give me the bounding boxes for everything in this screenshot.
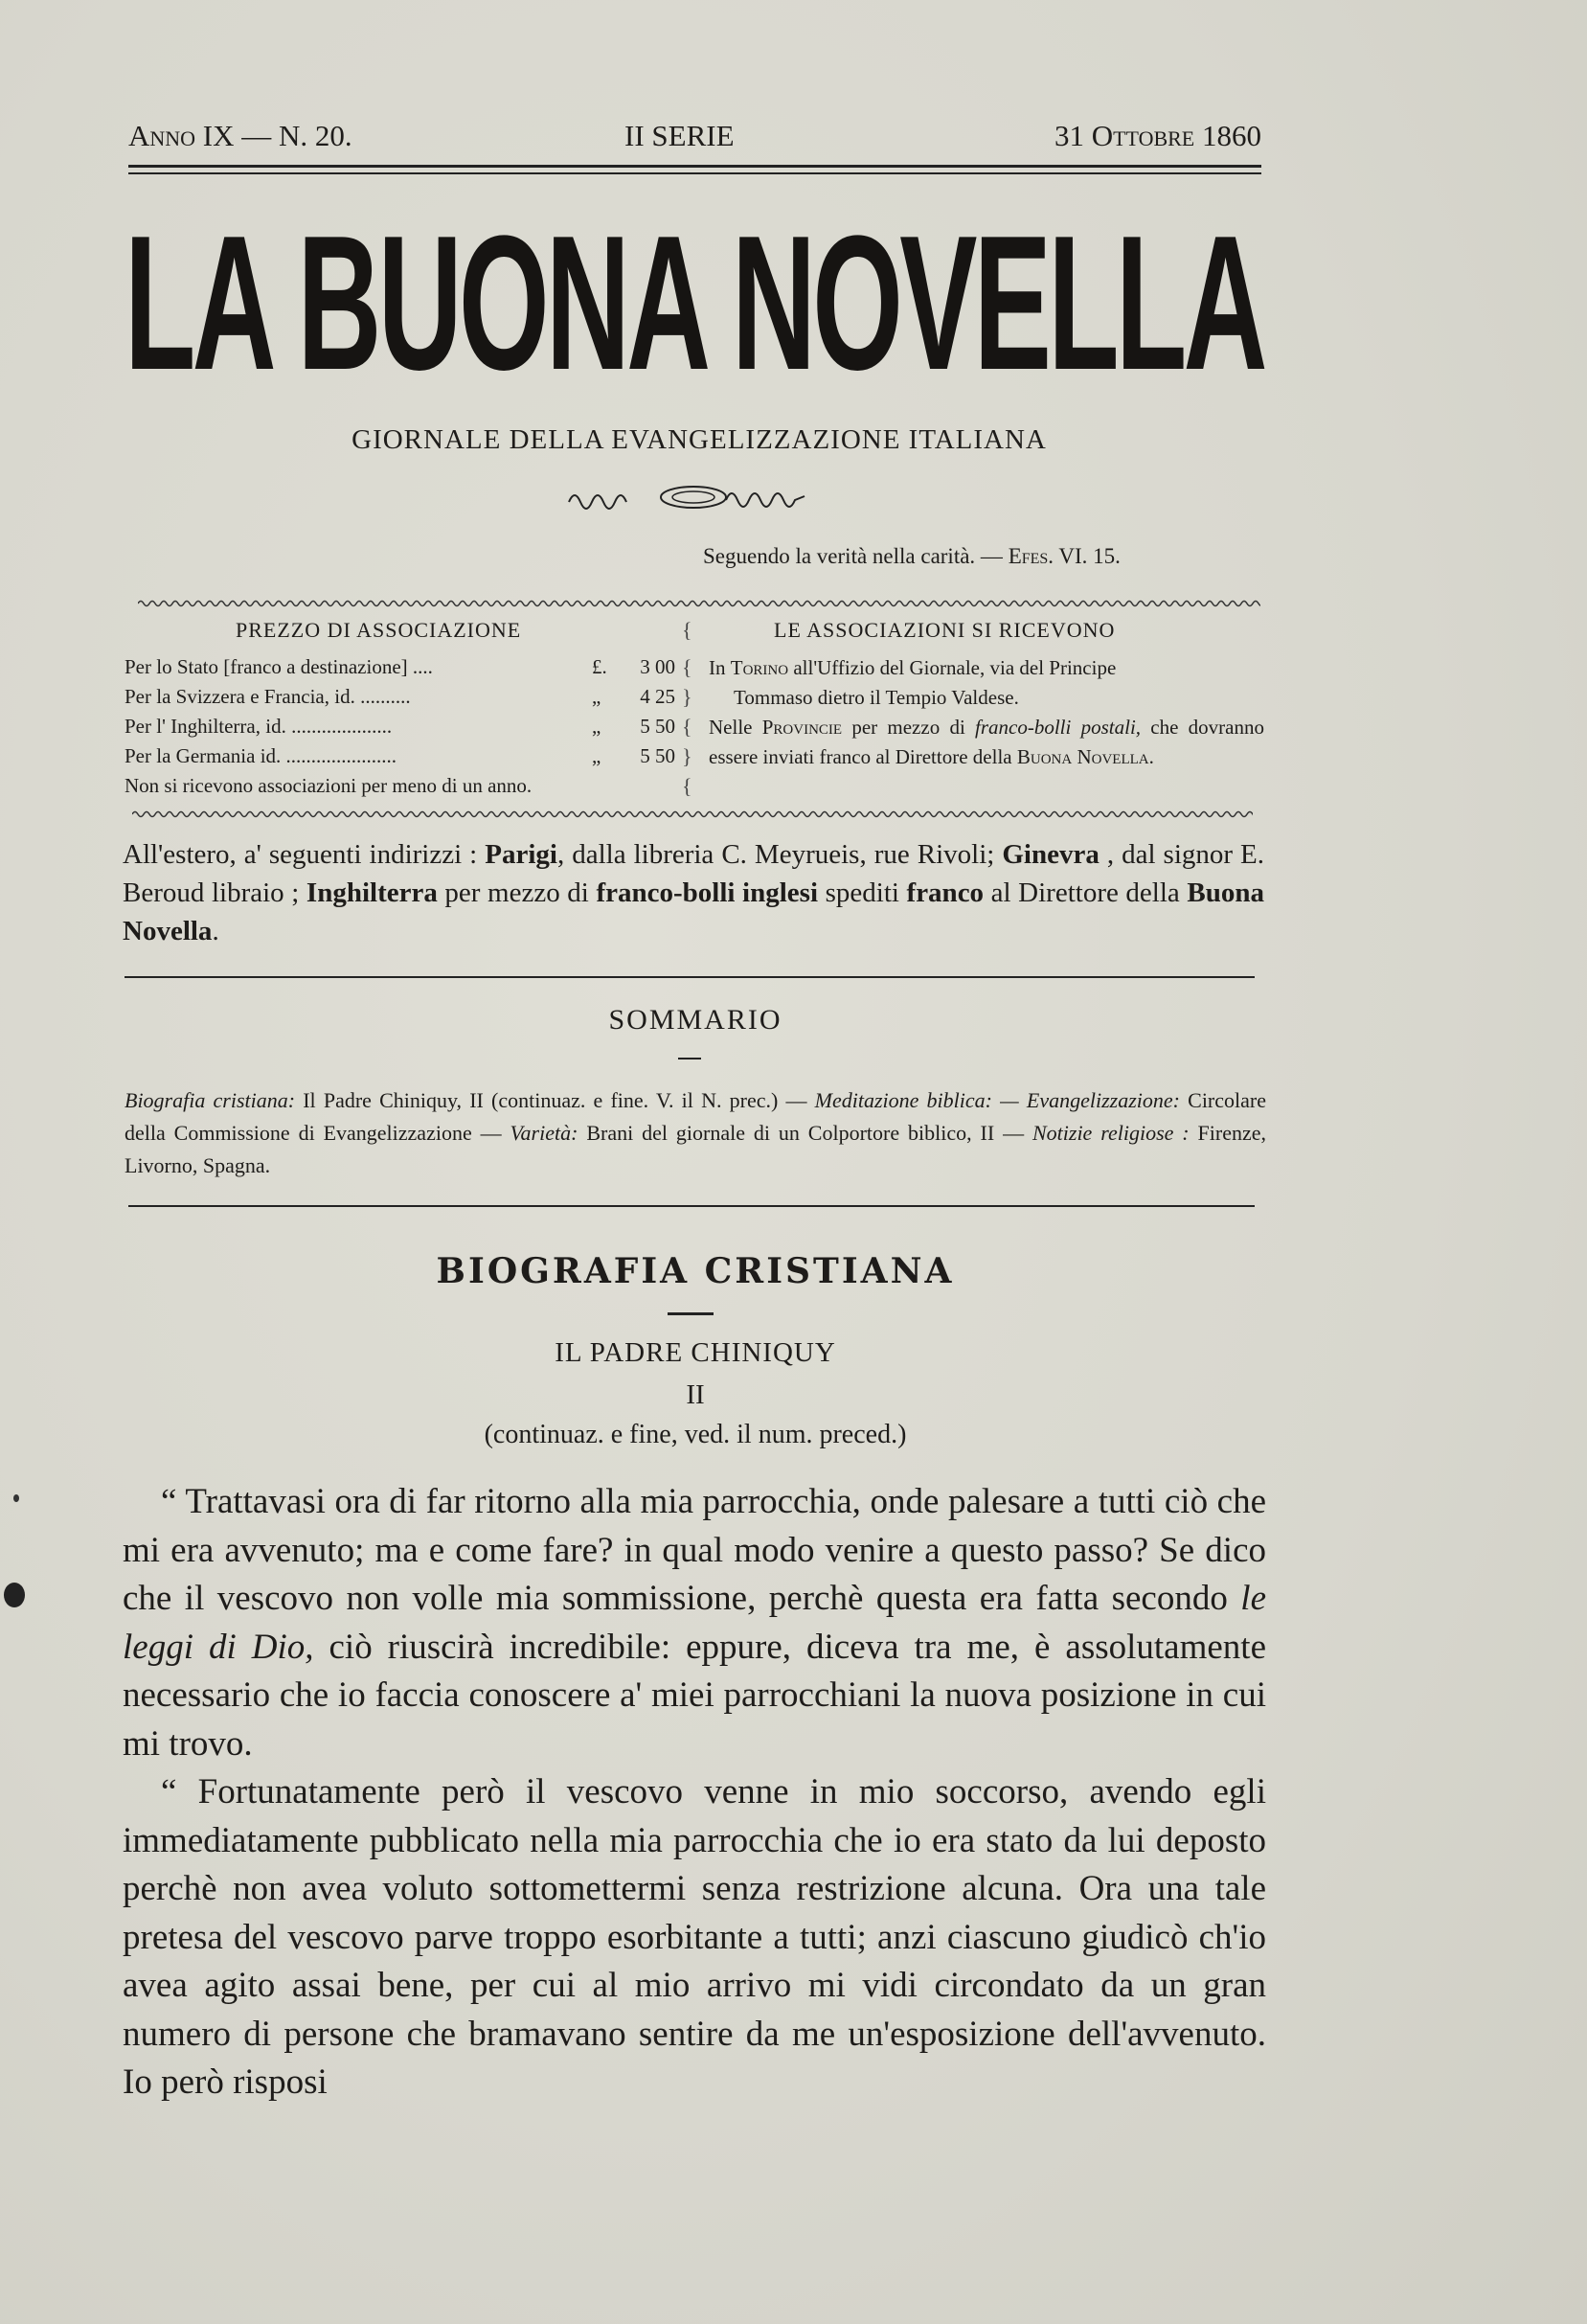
article-part: II [686,1379,705,1410]
section-dash [668,1312,714,1315]
ornament-flourish [567,481,820,513]
section-heading: BIOGRAFIA CRISTIANA [436,1251,955,1291]
summary-text: Biografia cristiana: Il Padre Chiniquy, II (continuaz. e fine. V. il N. prec.) — Meditazione biblica: — Evangelizzazione: Circolare della Commissione di Evangelizzazione — Varietà: Brani del giornale di un Colportore biblico, II — Notizie religiose : Firenze, Livorno, Spagna. [125,1088,1267,1177]
rule-before-summary [125,976,1255,978]
agencies-heading: LE ASSOCIAZIONI SI RICEVONO [774,618,1116,642]
header-rule-bottom [128,172,1261,174]
price-row: Per l' Inghilterra, id. .................... „ 5 50 [125,715,675,738]
brace-divider: { [682,774,692,798]
paragraph-1: “ Trattavasi ora di far ritorno alla mia parrocchia, onde palesare a tutti ciò che mi era avvenuto; ma e come fare? in qual modo venire a questo passo? Se dico che il vescovo non volle mia sommissione, perchè questa era fatta secondo le leggi di Dio, ciò riuscirà incredibile: eppure, diceva tra me, è assolutamente necessario che io faccia conoscere a' miei parrocchiani la nuova posizione in cui mi trovo. [123,1482,1267,1764]
agencies-text [709,653,1264,772]
article-body [123,1478,1266,2108]
issue-number: Anno IX — N. 20. [128,119,352,152]
issue-date: 31 Ottobre 1860 [1054,119,1261,152]
summary-heading: SOMMARIO [608,1004,782,1036]
agency-turin: In Torino all'Uffizio del Giornale, via del Principe [709,656,1117,679]
article-note: (continuaz. e fine, ved. il num. preced.) [484,1420,907,1449]
brace-divider: { [682,715,692,739]
brace-divider: } [682,744,692,768]
series: II SERIE [624,119,735,152]
wavy-rule-bottom [132,809,1253,820]
rule-after-summary [128,1205,1255,1207]
masthead-subtitle: GIORNALE DELLA EVANGELIZZAZIONE ITALIANA [351,424,1047,455]
masthead-title: LA BUONA NOVELLA [125,196,1264,410]
motto: Seguendo la verità nella carità. — Efes. VI. 15. [703,544,1121,568]
summary-dash [678,1058,701,1059]
brace-divider: { [682,655,692,679]
brace-divider: } [682,685,692,709]
header-rule-top [128,165,1261,168]
price-heading: PREZZO DI ASSOCIAZIONE [236,618,522,642]
ink-speck [13,1494,19,1502]
paragraph-2: “ Fortunatamente però il vescovo venne in mio soccorso, avendo egli immediatamente pubblicato nella mia parrocchia che io era stato da lui deposto perchè non avea voluto sottomettermi senza restrizione alcuna. Ora una tale pretesa del vescovo parve troppo esorbitante a tutti; anzi ciascuno giudicò ch'io avea agito assai bene, per cui al mio arrivo mi vidi circondato da un gran numero di persone che bramavano sentire da me un'esposizione dell'avvenuto. Io però risposi [123,1772,1266,2102]
price-note: Non si ricevono associazioni per meno di un anno. [125,774,533,797]
brace-divider: { [682,618,692,642]
article-title: IL PADRE CHINIQUY [555,1337,836,1368]
agency-turin-cont: Tommaso dietro il Tempio Valdese. [734,686,1019,709]
price-row: Per la Germania id. ...................... „ 5 50 [125,744,675,767]
price-row: Per la Svizzera e Francia, id. .......... „ 4 25 [125,685,675,708]
wavy-rule-top [138,598,1260,609]
agency-provinces: Nelle Provincie per mezzo di franco-bolli postali, che dovranno essere inviati franco al Direttore della Buona Novella. [709,716,1264,768]
ink-speck [4,1583,25,1607]
abroad-notice: All'estero, a' seguenti indirizzi : Parigi, dalla libreria C. Meyrueis, rue Rivoli; Ginevra , dal signor E. Beroud libraio ; Inghilterra per mezzo di franco-bolli inglesi spediti franco al Direttore della Buona Novella. [123,839,1265,946]
price-row: Per lo Stato [franco a destinazione] .... £. 3 00 [125,655,675,678]
